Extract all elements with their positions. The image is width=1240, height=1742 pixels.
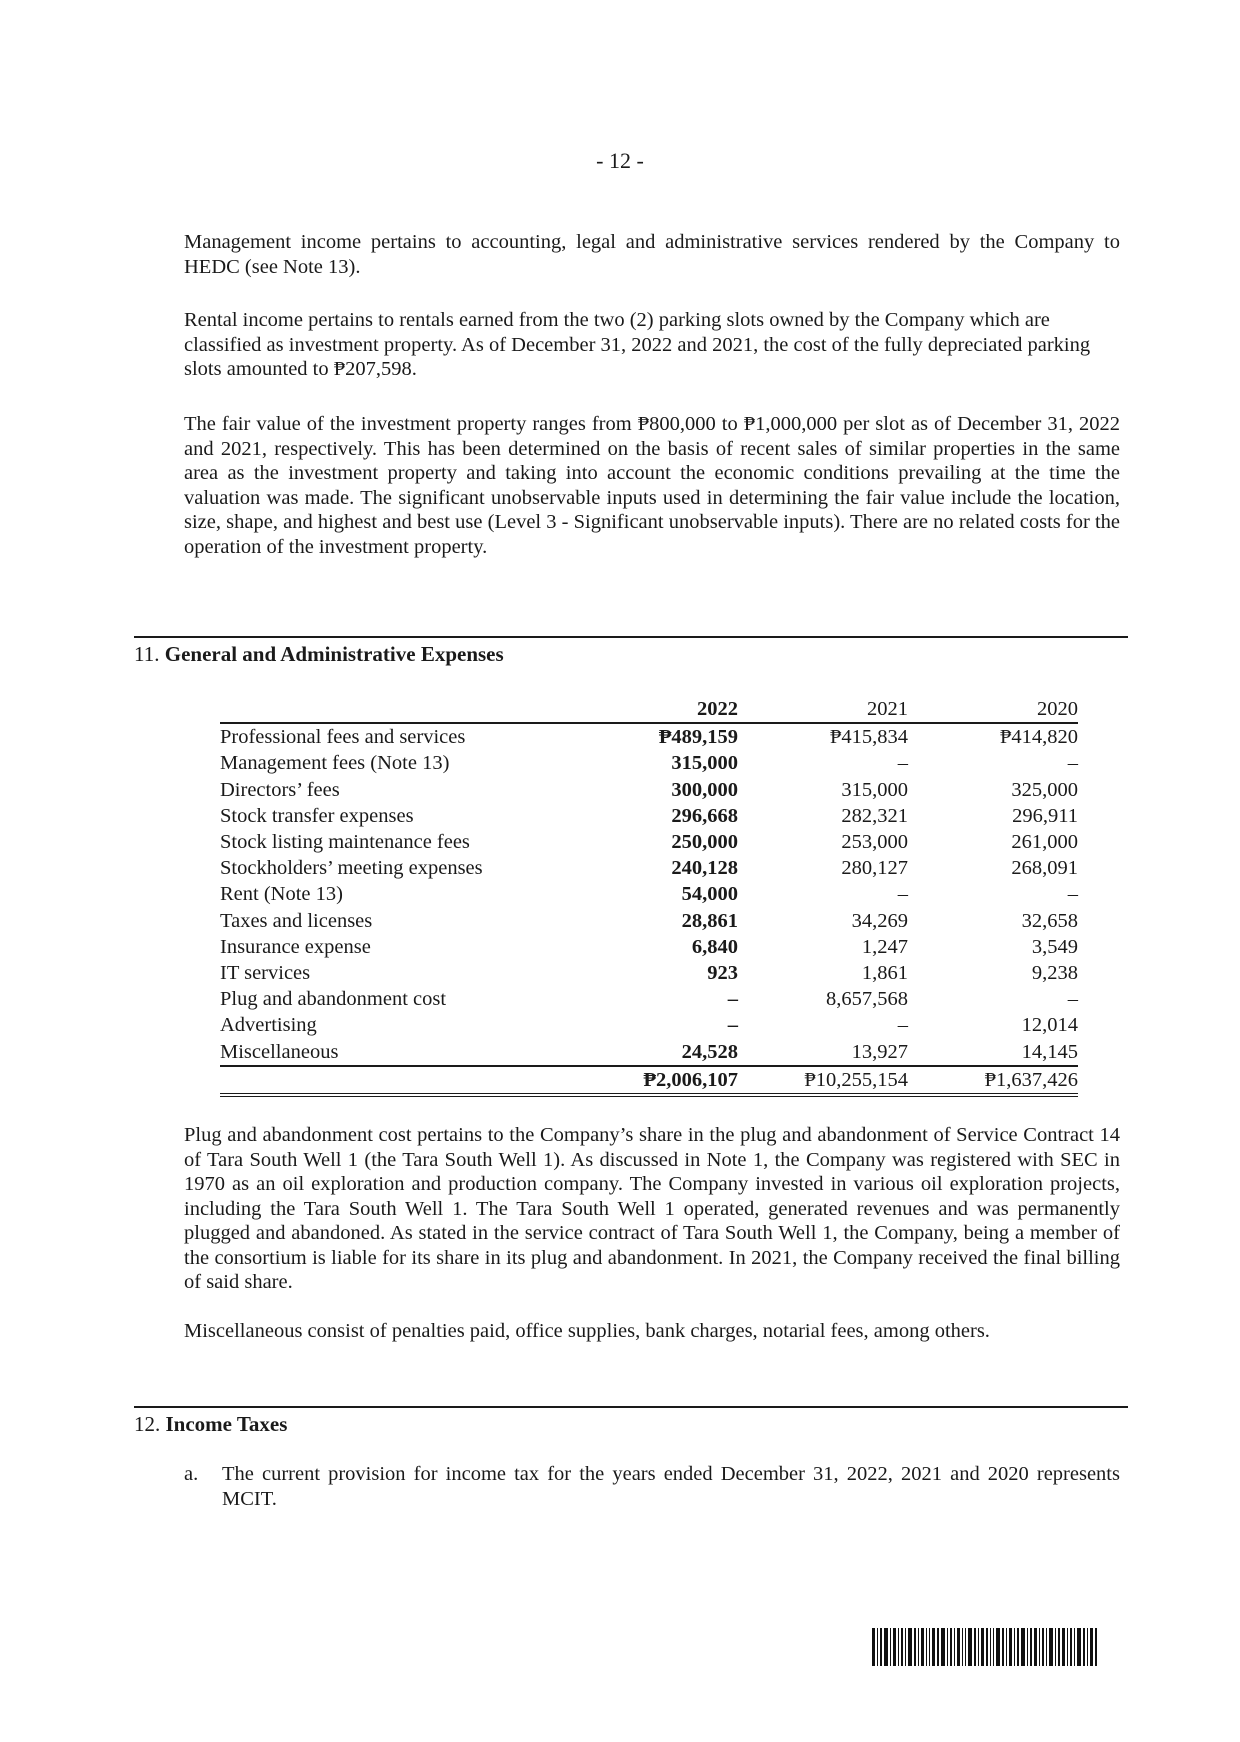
cell-2021: 13,927	[738, 1038, 908, 1065]
cell-2021: ₱415,834	[829, 726, 908, 749]
cell-2022: 28,861	[681, 909, 738, 932]
total-2020: ₱1,637,426	[908, 1066, 1078, 1095]
header-2021: 2021	[738, 696, 908, 723]
cell-2020: ₱414,820	[999, 726, 1078, 749]
cell-2022: 296,668	[671, 804, 738, 827]
general-admin-expenses-table	[220, 696, 1078, 1097]
table-row	[220, 803, 1078, 829]
cell-2022: 24,528	[580, 1038, 738, 1065]
row-label: Professional fees and services	[220, 726, 466, 749]
cell-2021: 253,000	[841, 831, 908, 854]
barcode-icon	[872, 1628, 1122, 1666]
paragraph-miscellaneous: Miscellaneous consist of penalties paid, office supplies, bank charges, notarial fees, among others.	[184, 1320, 990, 1342]
cell-2020: –	[1067, 752, 1078, 775]
row-label: Insurance expense	[220, 935, 371, 958]
row-label: Miscellaneous	[220, 1038, 580, 1065]
table-row	[220, 777, 1078, 803]
list-item	[184, 1462, 1120, 1511]
table-row	[220, 723, 1078, 750]
cell-2021: 8,657,568	[826, 988, 908, 1011]
cell-2022: 923	[707, 961, 738, 984]
table-row	[220, 1012, 1078, 1038]
cell-2020: –	[1067, 883, 1078, 906]
header-2022: 2022	[580, 696, 738, 723]
section-divider	[134, 1406, 1128, 1408]
list-marker: a.	[184, 1463, 199, 1485]
header-2020: 2020	[908, 696, 1078, 723]
section-11-title: General and Administrative Expenses	[164, 642, 504, 666]
row-label: Stock transfer expenses	[220, 804, 414, 827]
section-divider	[134, 636, 1128, 638]
row-label: Plug and abandonment cost	[220, 988, 447, 1011]
table-row	[220, 881, 1078, 907]
cell-2022: 54,000	[681, 883, 738, 906]
section-12-title: Income Taxes	[165, 1412, 288, 1436]
table-row	[220, 829, 1078, 855]
cell-2022: 240,128	[671, 857, 738, 880]
section-12-heading	[134, 1412, 287, 1437]
table-row	[220, 986, 1078, 1012]
cell-2020: –	[1067, 988, 1078, 1011]
cell-2022: 315,000	[671, 752, 738, 775]
table-row	[220, 1038, 1078, 1065]
row-label: Rent (Note 13)	[220, 883, 343, 906]
cell-2021: 280,127	[841, 857, 908, 880]
cell-2021: 1,861	[861, 961, 908, 984]
table-row	[220, 908, 1078, 934]
total-label	[220, 1066, 580, 1095]
paragraph-management-income: Management income pertains to accounting, legal and administrative services rendered by the Company to HEDC (see Note 13).	[184, 231, 1120, 278]
table-row	[220, 934, 1078, 960]
table-row	[220, 750, 1078, 776]
cell-2020: 9,238	[1031, 961, 1078, 984]
cell-2021: –	[897, 752, 908, 775]
table-row	[220, 855, 1078, 881]
cell-2020: 32,658	[1021, 909, 1078, 932]
table-total-row	[220, 1066, 1078, 1095]
page-number: - 12 -	[596, 148, 644, 173]
cell-2020: 14,145	[908, 1038, 1078, 1065]
cell-2022: 300,000	[671, 778, 738, 801]
cell-2020: 325,000	[1011, 778, 1078, 801]
paragraph-rental-income: Rental income pertains to rentals earned from the two (2) parking slots owned by the Company which are classified as investment property. As of December 31, 2022 and 2021, the cost of the fully depreciated parking slots amounted to ₱207,598.	[184, 309, 1091, 380]
cell-2021: 282,321	[841, 804, 908, 827]
section-11-heading	[134, 642, 504, 667]
cell-2021: 1,247	[861, 935, 908, 958]
row-label: Stockholders’ meeting expenses	[220, 857, 483, 880]
cell-2021: 34,269	[851, 909, 908, 932]
cell-2022: ₱489,159	[658, 726, 738, 749]
row-label: Taxes and licenses	[220, 909, 373, 932]
section-12-number: 12.	[134, 1412, 161, 1436]
row-label: IT services	[220, 961, 311, 984]
row-label: Advertising	[220, 1014, 317, 1037]
header-label-blank	[220, 696, 580, 723]
list-text: The current provision for income tax for the years ended December 31, 2022, 2021 and 2020 represents MCIT.	[222, 1463, 1120, 1510]
cell-2020: 261,000	[1011, 831, 1078, 854]
row-label: Stock listing maintenance fees	[220, 831, 470, 854]
total-2021: ₱10,255,154	[738, 1066, 908, 1095]
cell-2021: 315,000	[841, 778, 908, 801]
total-2022: ₱2,006,107	[580, 1066, 738, 1095]
row-label: Management fees (Note 13)	[220, 752, 450, 775]
row-label: Directors’ fees	[220, 778, 340, 801]
paragraph-plug-abandonment: Plug and abandonment cost pertains to the Company’s share in the plug and abandonment of Service Contract 14 of Tara South Well 1 (the Tara South Well 1). As discussed in Note 1, the Company was registered with SEC in 1970 as an oil exploration and production company. The Company invested in various oil exploration projects, including the Tara South Well 1. The Tara South Well 1 operated, generated revenues and was permanently plugged and abandoned. As stated in the service contract of Tara South Well 1, the Company, being a member of the consortium is liable for its share in its plug and abandonment. In 2021, the Company received the final billing of said share.	[184, 1124, 1120, 1293]
cell-2022: 250,000	[671, 831, 738, 854]
cell-2020: 296,911	[1012, 804, 1078, 827]
paragraph-fair-value: The fair value of the investment property ranges from ₱800,000 to ₱1,000,000 per slot as of December 31, 2022 and 2021, respectively. This has been determined on the basis of recent sales of similar properties in the same area as the investment property and taking into account the economic conditions prevailing at the time the valuation was made. The significant unobservable inputs used in determining the fair value include the location, size, shape, and highest and best use (Level 3 - Significant unobservable inputs). There are no related costs for the operation of the investment property.	[184, 413, 1120, 558]
section-11-number: 11.	[134, 642, 160, 666]
cell-2020: 12,014	[1021, 1014, 1078, 1037]
cell-2022: –	[727, 988, 738, 1011]
cell-2020: 268,091	[1011, 857, 1078, 880]
cell-2022: –	[727, 1014, 738, 1037]
cell-2021: –	[897, 883, 908, 906]
table-header-row	[220, 696, 1078, 723]
cell-2020: 3,549	[1031, 935, 1078, 958]
cell-2022: 6,840	[691, 935, 738, 958]
table-row	[220, 960, 1078, 986]
cell-2021: –	[897, 1014, 908, 1037]
